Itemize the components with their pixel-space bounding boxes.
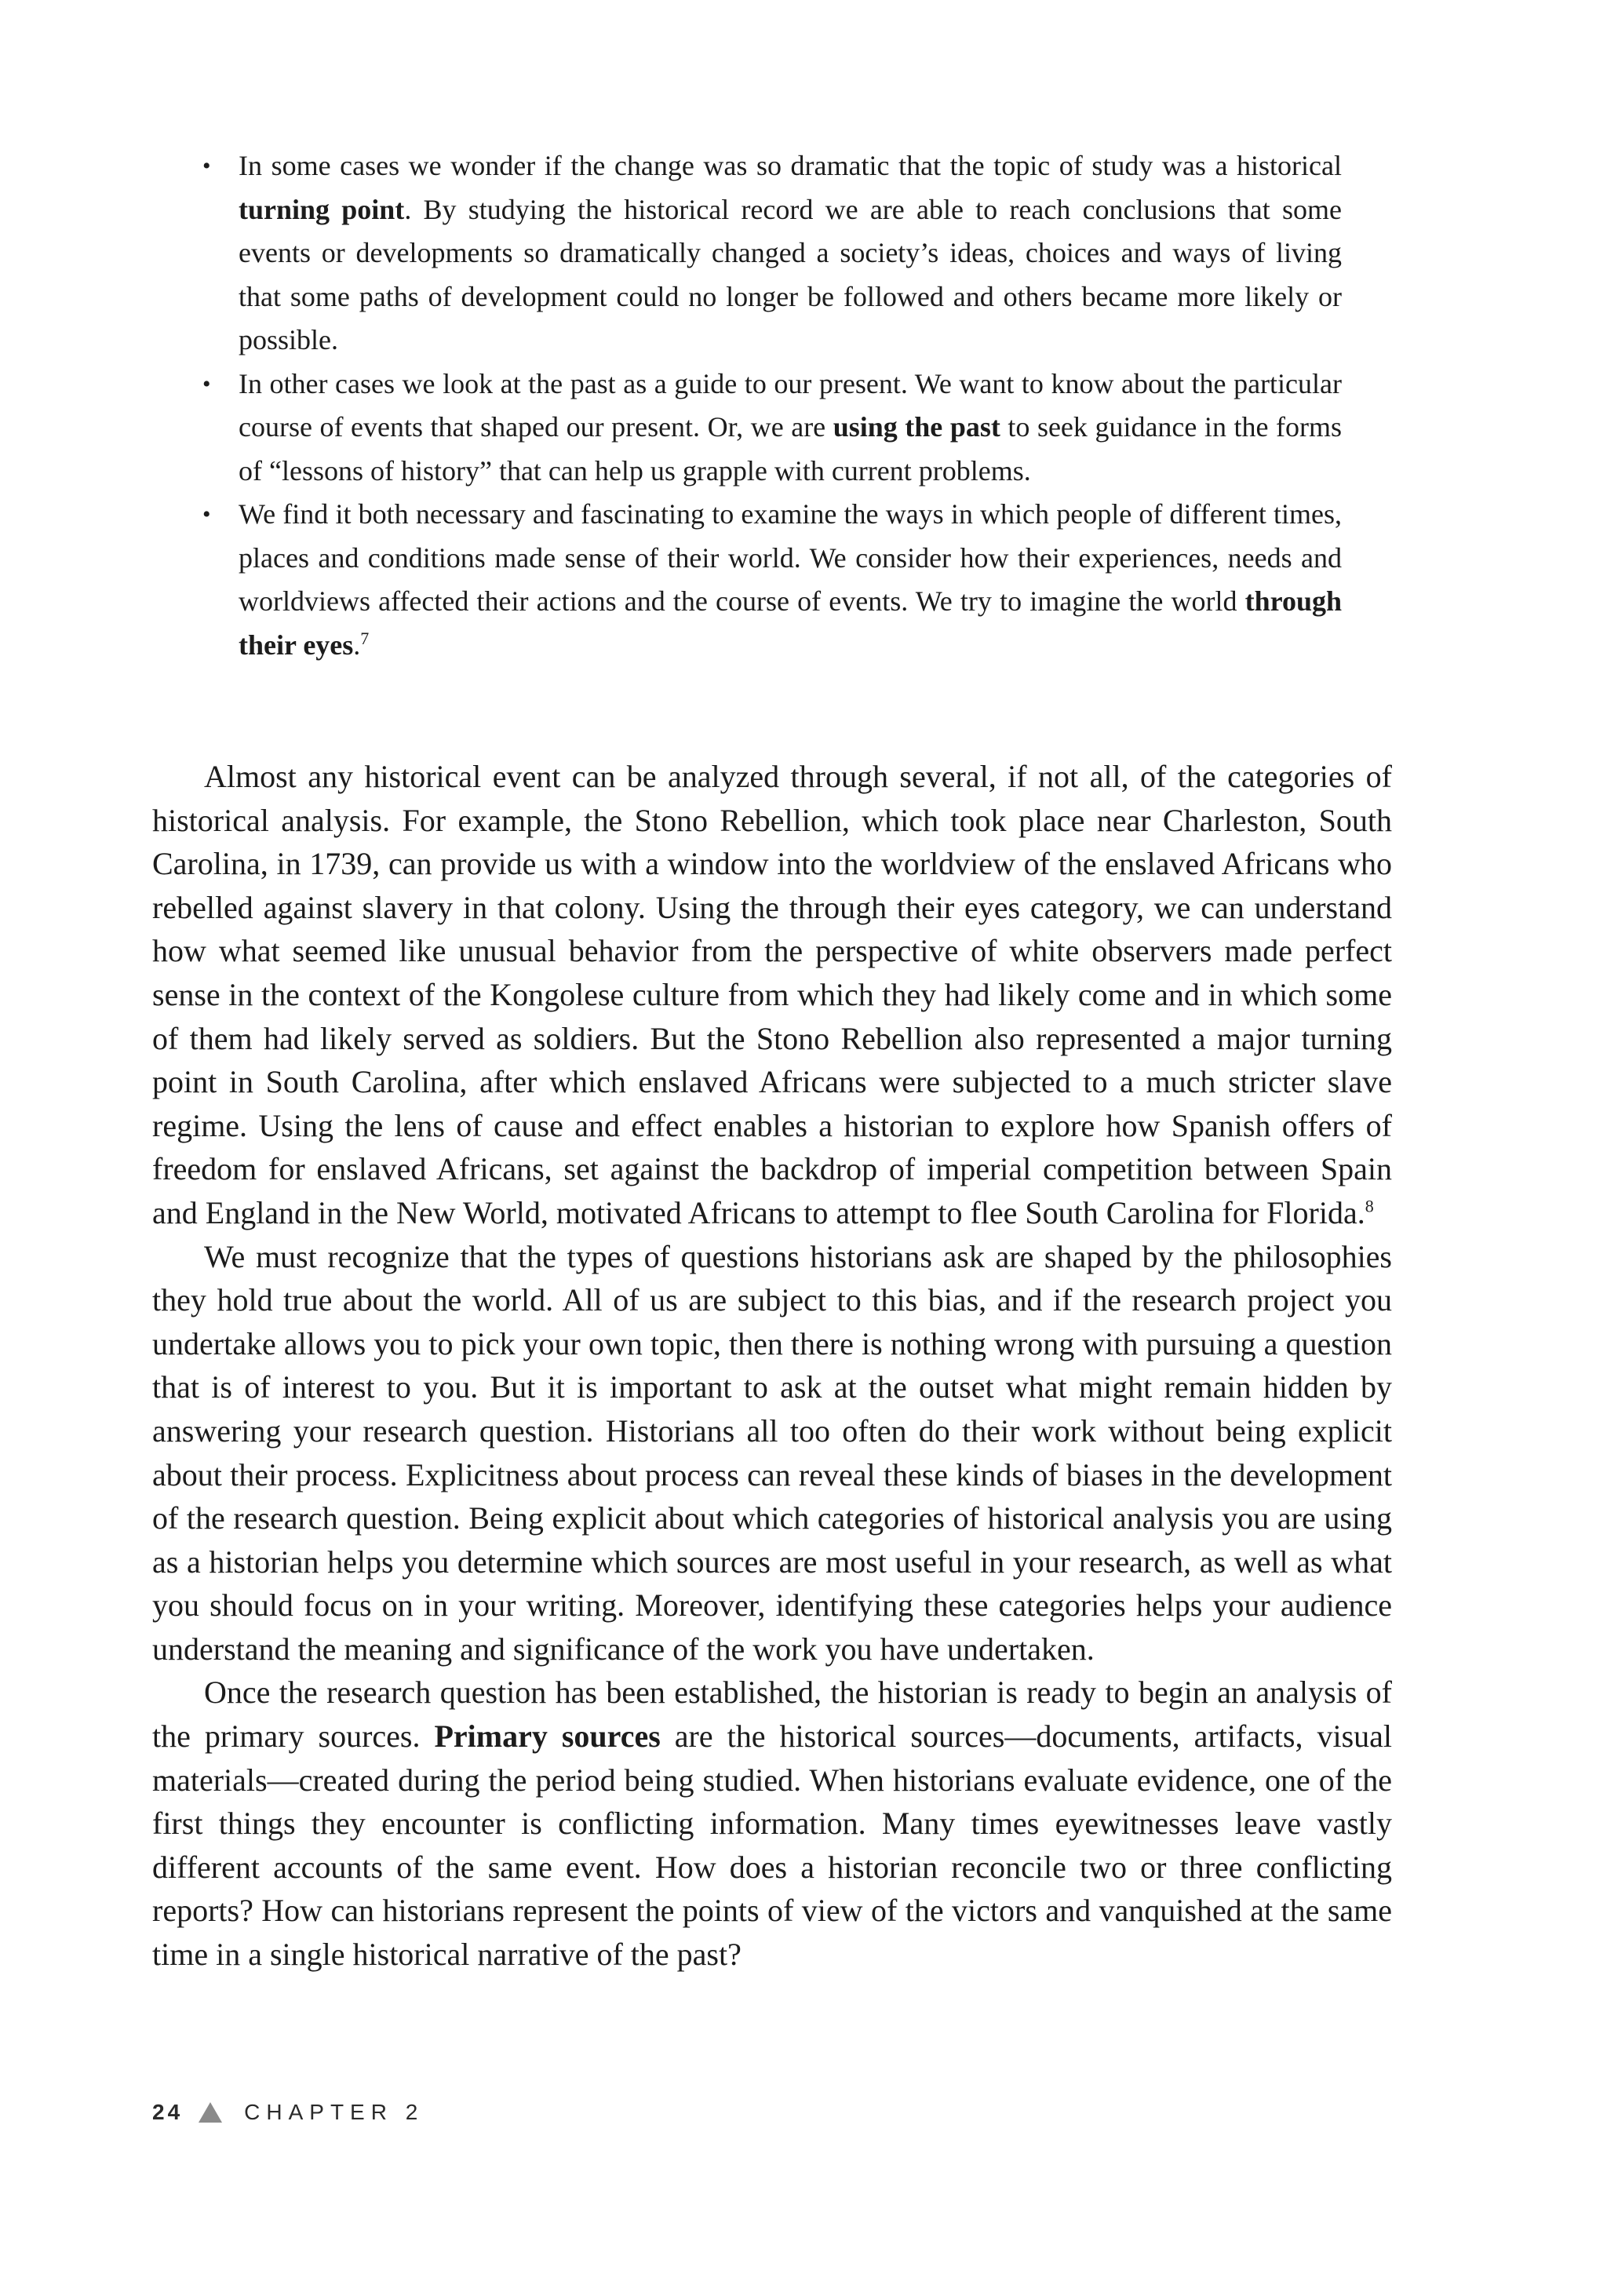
bullet-icon: • [202, 153, 211, 179]
page-footer [152, 2100, 424, 2125]
page-number: 24 [152, 2100, 184, 2124]
paragraph-primary-sources: Once the research question has been established, the historian is ready to begin an analysis of the primary sources. Primary sources are the historical sources—documents, artifacts, visual materials—created during the period being studied. When historians evaluate evidence, one of the first things they encounter is conflicting information. Many times eyewitnesses leave vastly different accounts of the same event. How does a historian reconcile two or three conflicting reports? How can historians represent the points of view of the victors and vanquished at the same time in a single historical narrative of the past? [152, 1675, 1393, 1973]
bullet-item-through-their-eyes: • We find it both necessary and fascinating to examine the ways in which people of different times, places and conditions made sense of their world. We consider how their experiences, needs and worldviews affected their actions and the course of events. We try to imagine the world through their eyes.$^7$ [202, 493, 1342, 667]
term-turning-point: turning point [239, 193, 405, 225]
paragraph-questions-bias: We must recognize that the types of questions historians ask are shaped by the philosophies they hold true about the world. All of us are subject to this bias, and if the research project you undertake allows you to pick your own topic, then there is nothing wrong with pursuing a question that is of interest to you. But it is important to ask at the outset what might remain hidden by answering your research question. Historians all too often do their work without being explicit about their process. Explicitness about process can reveal these kinds of biases in the development of the research question. Being explicit about which categories of historical analysis you are using as a historian helps you determine which sources are most useful in your research, as well as what you should focus on in your writing. Moreover, identifying these categories helps your audience understand the meaning and significance of the work you have undertaken. [152, 1238, 1392, 1667]
bullet-icon: • [202, 501, 211, 527]
term-through-their-eyes: through their eyes [239, 585, 1342, 661]
footnote-ref-8[interactable]: 8 [1365, 1196, 1374, 1216]
bullet-item-turning-point: • In some cases we wonder if the change was so dramatic that the topic of study was a historical turning point. By studying the historical record we are able to reach conclusions that some events or developments so dramatically changed a society’s ideas, choices and ways of living that some paths of development could no longer be followed and others became more likely or possible. [202, 144, 1342, 363]
body-text [152, 755, 1392, 1977]
term-using-the-past: using the past [833, 411, 1000, 443]
triangle-icon [199, 2102, 222, 2123]
term-primary-sources: Primary sources [434, 1718, 661, 1755]
paragraph-stono-rebellion: Almost any historical event can be analyzed through several, if not all, of the categories of historical analysis. For example, the Stono Rebellion, which took place near Charleston, South Carolina, in 1739, can provide us with a window into the worldview of the enslaved Africans who rebelled against slavery in that colony. Using the through their eyes category, we can understand how what seemed like unusual behavior from the perspective of white observers made perfect sense in the context of the Kongolese culture from which they had likely come and in which some of them had likely served as soldiers. But the Stono Rebellion also represented a major turning point in South Carolina, after which enslaved Africans were subjected to a much stricter slave regime. Using the lens of cause and effect enables a historian to explore how Spanish offers of freedom for enslaved Africans, set against the backdrop of imperial competition between Spain and England in the New World, motivated Africans to attempt to flee South Carolina for Florida.$^8$ [152, 759, 1392, 1230]
bullet-icon: • [202, 370, 211, 397]
bullet-list [202, 144, 1342, 667]
footnote-ref-7[interactable]: 7 [360, 628, 370, 648]
chapter-label: CHAPTER 2 [244, 2100, 425, 2124]
bullet-item-using-the-past: • In other cases we look at the past as a guide to our present. We want to know about the particular course of events that shaped our present. Or, we are using the past to seek guidance in the forms of “lessons of history” that can help us grapple with current problems. [202, 363, 1342, 494]
